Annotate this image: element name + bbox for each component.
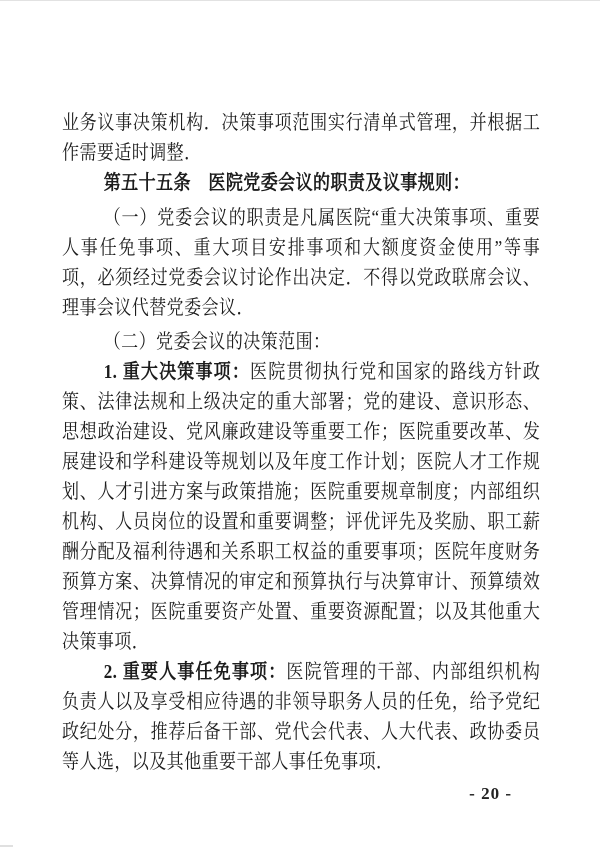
- scan-artifact-bottom-left: [0, 845, 13, 847]
- sub-item-1-lead: 1. 重大决策事项：: [103, 361, 251, 383]
- continuation-paragraph: 业务议事决策机构．决策事项范围实行清单式管理，并根据工作需要适时调整．: [62, 112, 541, 164]
- sub-item-2-lead: 2. 重要人事任免事项：: [103, 661, 287, 683]
- item-paragraph-2: （二）党委会议的决策范围：: [103, 331, 331, 353]
- sub-item-paragraph-1: [62, 357, 540, 657]
- scan-edge-artifact: [0, 0, 600, 1]
- item-paragraph-1: （一）党委会议的职责是凡属医院“重大决策事项、重要人事任免事项、重大项目安排事项和大额度资金使用”等事项，必须经过党委会议讨论作出决定．不得以党政联席会议、理事会议代替党委会议．: [62, 207, 541, 319]
- document-body-text: [62, 108, 540, 777]
- sub-item-2-body: 医院管理的干部、内部组织机构负责人以及享受相应待遇的非领导职务人员的任免，给予党纪政纪处分，推荐后备干部、党代会代表、人大代表、政协委员等人选，以及其他重要干部人事任免事项．: [62, 661, 541, 773]
- sub-item-paragraph-2: [62, 657, 540, 777]
- article-heading: 第五十五条 医院党委会议的职责及议事规则：: [103, 172, 471, 194]
- page-number: - 20 -: [469, 784, 512, 803]
- sub-item-1-body: 医院贯彻执行党和国家的路线方针政策、法律法规和上级决定的重大部署；党的建设、意识形态、思想政治建设、党风廉政建设等重要工作；医院重要改革、发展建设和学科建设等规划以及年度工作计划；医院人才工作规划、人才引进方案与政策措施；医院重要规章制度；内部组织机构、人员岗位的设置和重要调整；评优评先及奖励、职工薪酬分配及福利待遇和关系职工权益的重要事项；医院年度财务预算方案、决算情况的审定和预算执行与决算审计、预算绩效管理情况；医院重要资产处置、重要资源配置；以及其他重大决策事项．: [62, 361, 541, 653]
